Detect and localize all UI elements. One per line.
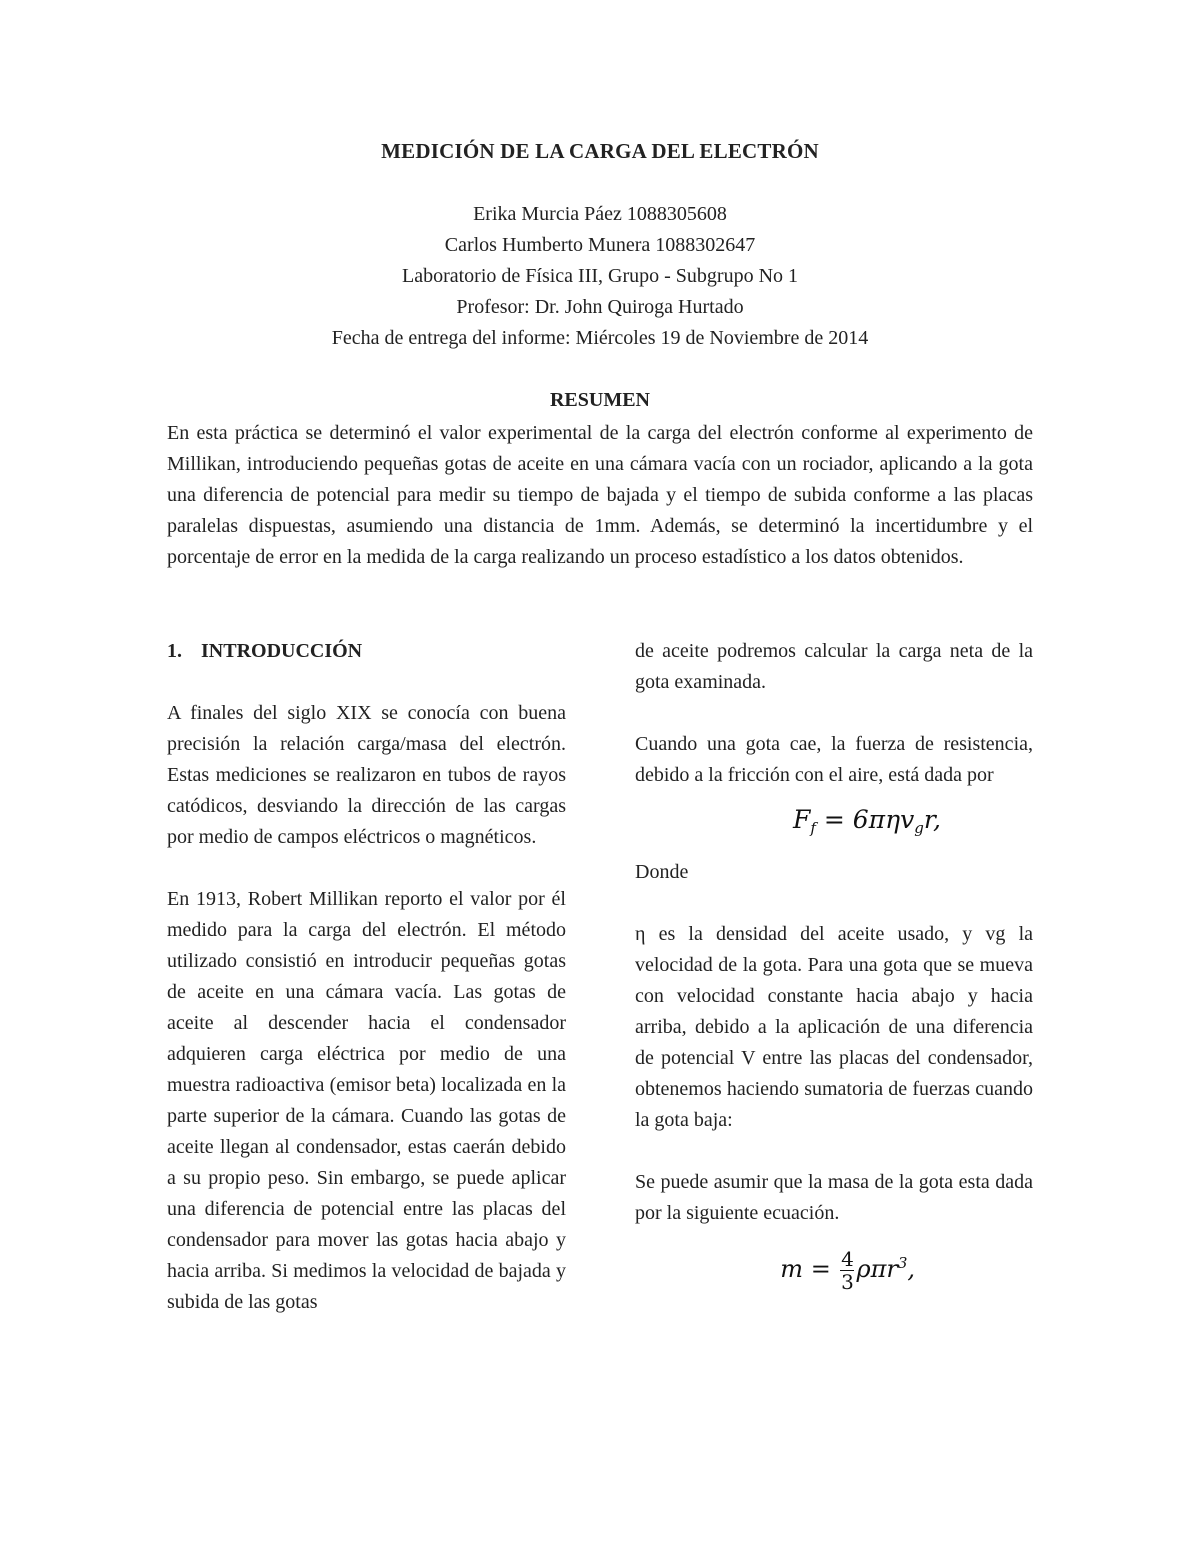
- abstract-heading: RESUMEN: [549, 389, 650, 411]
- paragraph: de aceite podremos calcular la carga neta de la gota examinada.: [635, 640, 1033, 693]
- right-column: [635, 636, 1033, 1311]
- eq-rhs-sub: g: [914, 819, 924, 837]
- eq-operator: =: [823, 805, 845, 834]
- eq-lhs: m: [780, 1254, 804, 1283]
- eq-lhs: F: [793, 805, 811, 834]
- section-title: INTRODUCCIÓN: [201, 640, 363, 662]
- document-title: MEDICIÓN DE LA CARGA DEL ELECTRÓN: [381, 139, 819, 163]
- date-line: Fecha de entrega del informe: Miércoles 19 de Noviembre de 2014: [331, 327, 869, 349]
- abstract-text: En esta práctica se determinó el valor experimental de la carga del electrón conforme al experimento de Millikan, introduciendo pequeñas gotas de aceite en una cámara vacía con un rociador, aplicando a la gota una diferencia de potencial para medir su tiempo de bajada y el tiempo de subida conforme a las placas paralelas dispuestas, asumiendo una distancia de 1mm. Además, se determinó la incertidumbre y el porcentaje de error en la medida de la carga realizando un proceso estadístico a los datos obtenidos.: [167, 422, 1033, 568]
- paragraph: A finales del siglo XIX se conocía con buena precisión la relación carga/masa del electrón. Estas mediciones se realizaron en tubos de rayos catódicos, desviando la dirección de las cargas por medio de campos eléctricos o magnéticos.: [167, 702, 566, 848]
- left-column: [167, 636, 566, 1318]
- course-line: Laboratorio de Física III, Grupo - Subgrupo No 1: [401, 265, 799, 287]
- paragraph: Se puede asumir que la masa de la gota esta dada por la siguiente ecuación.: [635, 1171, 1033, 1224]
- eq-denominator: 3: [841, 1269, 854, 1294]
- eq-tail: ,: [907, 1254, 915, 1283]
- section-number: 1.: [167, 640, 182, 662]
- eq-lhs-sub: f: [810, 819, 816, 837]
- author-line: Erika Murcia Páez 1088305608: [473, 203, 727, 225]
- equation-drag-force: [635, 791, 1033, 857]
- paragraph: η es la densidad del aceite usado, y vg la velocidad de la gota. Para una gota que se mueva con velocidad constante hacia abajo y hacia arriba, debido a la aplicación de una diferencia de potencial V entre las placas del condensador, obtenemos haciendo sumatoria de fuerzas cuando la gota baja:: [635, 923, 1033, 1131]
- eq-numerator: 4: [841, 1246, 854, 1271]
- eq-rhs: ρπr: [856, 1254, 898, 1283]
- paragraph: En 1913, Robert Millikan reporto el valor por él medido para la carga del electrón. El método utilizado consistió en introducir pequeñas gotas de aceite en una cámara vacía. Las gotas de aceite al descender hacia el condensador adquieren carga eléctrica por medio de una muestra radioactiva (emisor beta) localizada en la parte superior de la cámara. Cuando las gotas de aceite llegan al condensador, estas caerán debido a su propio peso. Sin embargo, se puede aplicar una diferencia de potencial entre las placas del condensador para mover las gotas hacia abajo y hacia arriba. Si medimos la velocidad de bajada y subida de las gotas: [167, 888, 566, 1313]
- paragraph: Cuando una gota cae, la fuerza de resistencia, debido a la fricción con el aire, está dada por: [635, 733, 1033, 786]
- professor-line: Profesor: Dr. John Quiroga Hurtado: [456, 296, 744, 318]
- eq-rhs-tail: r,: [923, 805, 941, 834]
- equation-mass: [635, 1229, 1033, 1311]
- eq-rhs-sup: 3: [897, 1253, 908, 1272]
- author-block: [0, 199, 1200, 354]
- paragraph: Donde: [635, 861, 689, 883]
- eq-operator: =: [810, 1254, 831, 1283]
- eq-fraction: [840, 1248, 854, 1293]
- eq-rhs: 6πηv: [852, 805, 915, 834]
- author-line: Carlos Humberto Munera 1088302647: [444, 234, 756, 256]
- section-heading: [167, 636, 566, 667]
